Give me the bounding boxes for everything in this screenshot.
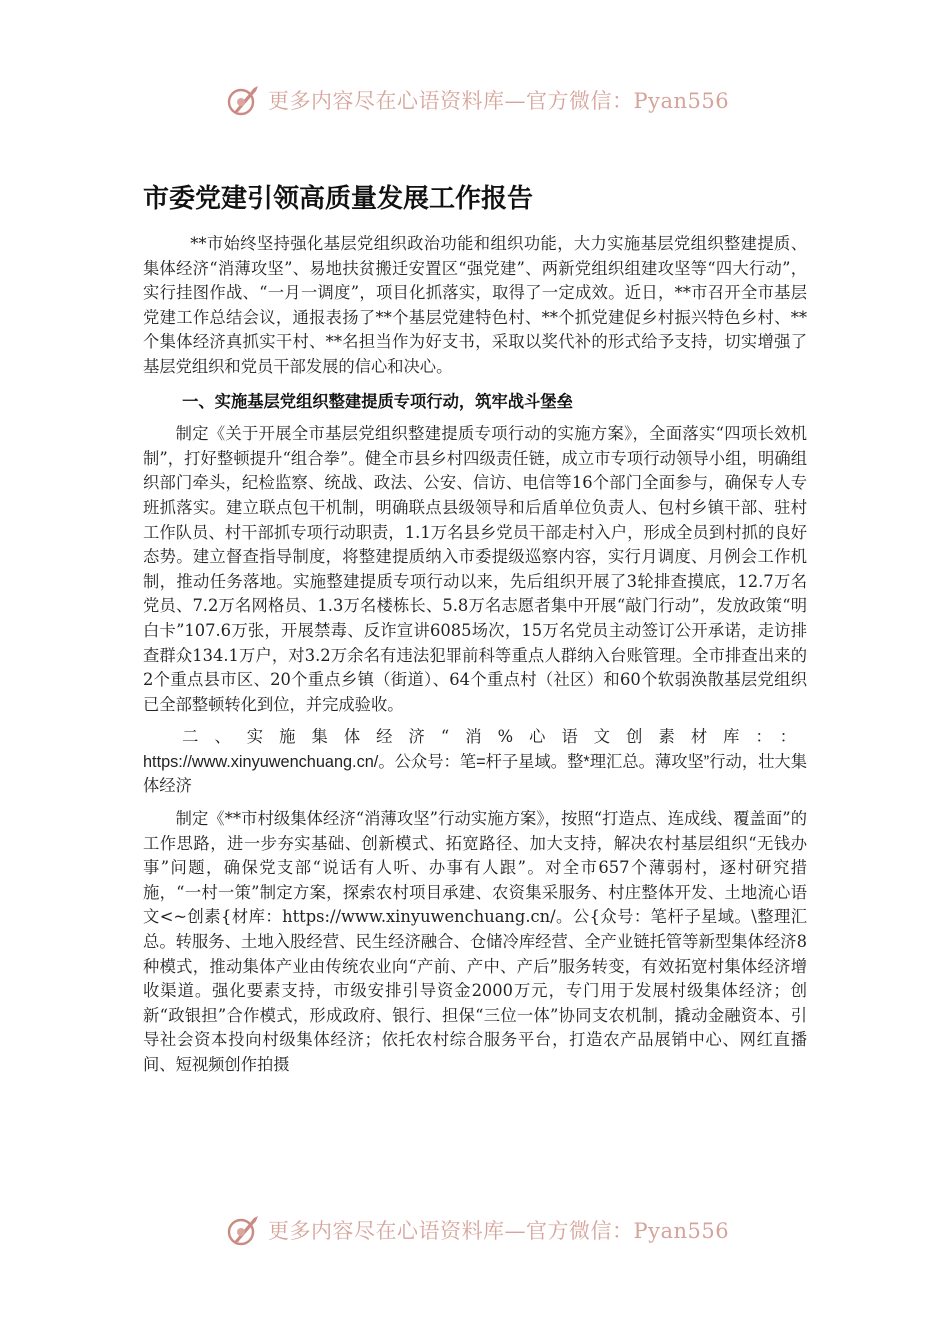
intro-paragraph: **市始终坚持强化基层党组织政治功能和组织功能，大力实施基层党组织整建提质、集体经济“消薄攻坚”、易地扶贫搬迁安置区“强党建”、两新党组织组建攻坚等“四大行动”，实行挂图作战、“一月一调度”，项目化抓落实，取得了一定成效。近日，**市召开全市基层党建工作总结会议，通报表扬了**个基层党建特色村、**个抓党建促乡村振兴特色乡村、**个集体经济真抓实干村、**名担当作为好支书，采取以奖代补的形式给予支持，切实增强了基层党组织和党员干部发展的信心和决心。 xyxy=(143,234,807,376)
document-body xyxy=(143,232,807,1078)
watermark-text: 更多内容尽在心语资料库—官方微信：Pyan556 xyxy=(268,89,730,113)
section-heading-2-rest: https://www.xinyuwenchuang.cn/。公众号：笔=杆子星域。整*理汇总。薄攻坚”行动，壮大集体经济 xyxy=(143,752,807,796)
footer-watermark-banner xyxy=(226,1208,730,1252)
header-watermark-banner xyxy=(226,78,730,122)
section-heading-2-lead: 二、实施集体经济“消%心语文创素材库：： xyxy=(182,727,807,747)
section-heading-1: 一、实施基层党组织整建提质专项行动，筑牢战斗堡垒 xyxy=(182,391,573,411)
section-2-paragraph: 制定《**市村级集体经济“消薄攻坚”行动实施方案》，按照“打造点、连成线、覆盖面”的工作思路，进一步夯实基础、创新模式、拓宽路径、加大支持，解决农村基层组织“无钱办事”问题，确保党支部“说话有人听、办事有人跟”。对全市657个薄弱村，逐村研究措施，“一村一策”制定方案，探索农村项目承建、农资集采服务、村庄整体开发、土地流心语文<~创素{材库：https://www.xinyuwenchuang.cn/。公{众号：笔杆子星域。\整理汇总。转服务、土地入股经营、民生经济融合、仓储冷库经营、全产业链托管等新型集体经济8种模式，推动集体产业由传统农业向“产前、产中、产后”服务转变，有效拓宽村集体经济增收渠道。强化要素支持，市级安排引导资金2000万元，专门用于发展村级集体经济；创新“政银担”合作模式，形成政府、银行、担保“三位一体”协同支农机制，撬动金融资本、引导社会资本投向村级集体经济；依托农村综合服务平台，打造农产品展销中心、网红直播间、短视频创作拍摄 xyxy=(143,809,807,1074)
watermark-text: 更多内容尽在心语资料库—官方微信：Pyan556 xyxy=(268,1219,730,1243)
quill-logo-icon xyxy=(226,82,262,118)
section-1-paragraph: 制定《关于开展全市基层党组织整建提质专项行动的实施方案》，全面落实“四项长效机制”，打好整顿提升“组合拳”。健全市县乡村四级责任链，成立市专项行动领导小组，明确组织部门牵头，纪检监察、统战、政法、公安、信访、电信等16个部门全面参与，确保专人专班抓落实。建立联点包干机制，明确联点县级领导和后盾单位负责人、包村乡镇干部、驻村工作队员、村干部抓专项行动职责，1.1万名县乡党员干部走村入户，形成全员到村抓的良好态势。建立督查指导制度，将整建提质纳入市委提级巡察内容，实行月调度、月例会工作机制，推动任务落地。实施整建提质专项行动以来，先后组织开展了3轮排查摸底，12.7万名党员、7.2万名网格员、1.3万名楼栋长、5.8万名志愿者集中开展“敲门行动”，发放政策“明白卡”107.6万张，开展禁毒、反诈宣讲6085场次，15万名党员主动签订公开承诺，走访排查群众134.1万户，对3.2万余名有违法犯罪前科等重点人群纳入台账管理。全市排查出来的2个重点县市区、20个重点乡镇（街道）、64个重点村（社区）和60个软弱涣散基层党组织已全部整顿转化到位，并完成验收。 xyxy=(143,424,807,714)
section-heading-2 xyxy=(143,725,807,799)
quill-logo-icon xyxy=(226,1212,262,1248)
document-title: 市委党建引领高质量发展工作报告 xyxy=(143,184,534,214)
